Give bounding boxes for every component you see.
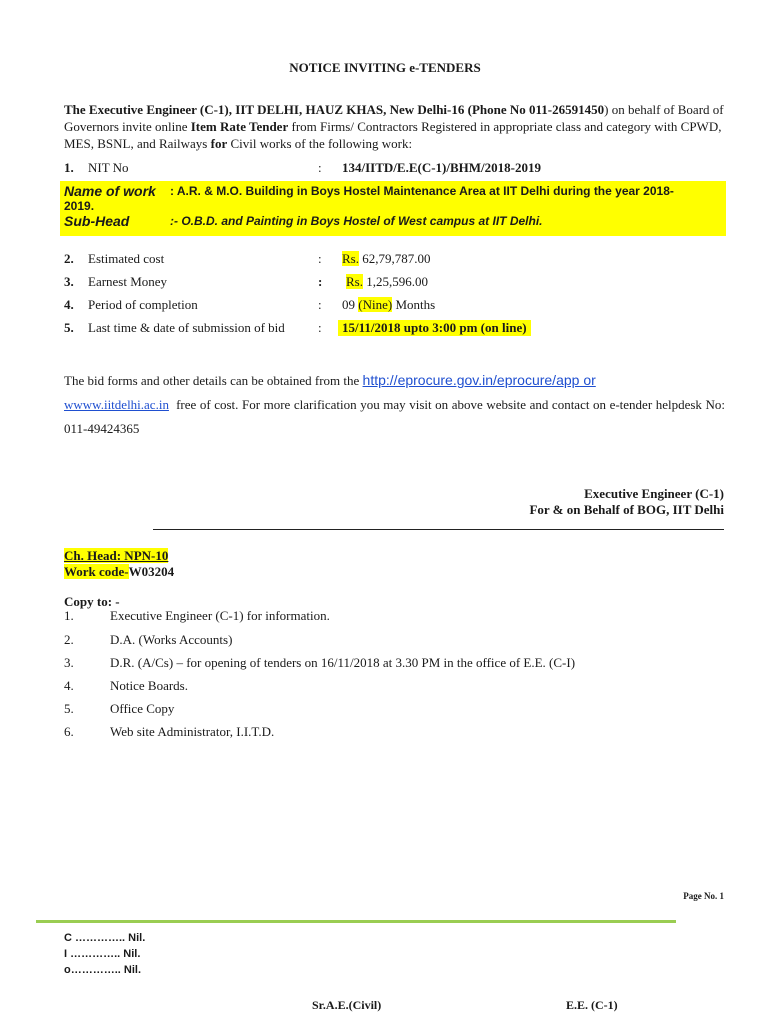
copy-item [64, 724, 724, 742]
footer-code-o: o………….. Nil. [64, 964, 141, 976]
period-words: (Nine) [358, 297, 393, 312]
copy-item-text: D.A. (Works Accounts) [110, 632, 233, 647]
copy-item [64, 655, 724, 673]
copy-to-label: Copy to: - [64, 594, 120, 609]
period-label: Period of completion [88, 297, 198, 312]
copy-item [64, 678, 724, 696]
submission-row [64, 320, 727, 338]
copy-item-number: 4. [64, 678, 74, 693]
intro-paragraph [64, 101, 727, 152]
copy-item-number: 3. [64, 655, 74, 670]
divider-line [153, 529, 724, 530]
copy-item [64, 701, 724, 719]
copy-item-number: 5. [64, 701, 74, 716]
earnest-money-label: Earnest Money [88, 274, 168, 289]
period-number: 4. [64, 297, 74, 312]
subhead-label: Sub-Head [64, 213, 130, 229]
footer-code-c: C ………….. Nil. [64, 932, 146, 944]
copy-item-number: 1. [64, 608, 74, 623]
footer-signature-sr-ae: Sr.A.E.(Civil) [312, 998, 382, 1012]
name-of-work-label: Name of work [64, 183, 156, 199]
estimated-cost-row [64, 251, 727, 269]
submission-colon: : [318, 320, 322, 335]
copy-item-number: 6. [64, 724, 74, 739]
charge-head: Ch. Head: NPN-10 [64, 548, 169, 563]
bid-details-paragraph [64, 368, 729, 441]
eprocure-link[interactable]: http://eprocure.gov.in/eprocure/app [362, 372, 580, 388]
estimated-cost-colon: : [318, 251, 322, 266]
estimated-cost-currency: Rs. [342, 251, 359, 266]
nit-value: 134/IITD/E.E(C-1)/BHM/2018-2019 [342, 160, 541, 175]
intro-for: for [210, 136, 228, 151]
intro-text-c: Civil works of the following work: [227, 136, 413, 151]
document-title: NOTICE INVITING e-TENDERS [289, 60, 481, 75]
intro-tender-type: Item Rate Tender [190, 119, 289, 134]
period-row [64, 297, 727, 315]
earnest-money-currency: Rs. [346, 274, 363, 289]
page-number: Page No. 1 [683, 891, 724, 901]
estimated-cost-value: 62,79,787.00 [358, 251, 431, 266]
copy-item-text: D.R. (A/Cs) – for opening of tenders on 16/11/2018 at 3.30 PM in the office of E.E. (C-I) [110, 655, 576, 670]
submission-label: Last time & date of submission of bid [88, 320, 285, 335]
copy-item-text: Web site Administrator, I.I.T.D. [110, 724, 275, 739]
name-of-work-text: : A.R. & M.O. Building in Boys Hostel Maintenance Area at IIT Delhi during the year 2018- [170, 184, 674, 198]
footer-signature-ee: E.E. (C-1) [566, 998, 618, 1012]
copy-item-text: Office Copy [110, 701, 175, 716]
nit-number: 1. [64, 160, 74, 175]
signature-block [529, 486, 724, 518]
signature-title: Executive Engineer (C-1) [584, 486, 724, 501]
earnest-money-row [64, 274, 727, 292]
copy-item-text: Executive Engineer (C-1) for information. [110, 608, 330, 623]
copy-item-number: 2. [64, 632, 74, 647]
bid-text-b: free of cost. For more clarification you may visit on above website and contact on e-tender helpdesk No: 011-49424365 [64, 397, 729, 436]
name-of-work-block [60, 181, 726, 236]
iitdelhi-link[interactable]: wwww.iitdelhi.ac.in [64, 397, 169, 412]
nit-label: NIT No [88, 160, 129, 175]
footer-rule [36, 920, 676, 923]
name-of-work-continued: 2019. [64, 199, 95, 213]
work-code-value: W03204 [128, 564, 175, 579]
footer-code-i: I ………….. Nil. [64, 948, 141, 960]
submission-number: 5. [64, 320, 74, 335]
earnest-money-value: 1,25,596.00 [362, 274, 428, 289]
copy-item [64, 608, 724, 626]
copy-item [64, 632, 724, 650]
subhead-text: :- O.B.D. and Painting in Boys Hostel of West campus at IIT Delhi. [170, 214, 543, 228]
submission-deadline: 15/11/2018 upto 3:00 pm (on line) [338, 320, 531, 336]
copy-item-text: Notice Boards. [110, 678, 188, 693]
estimated-cost-number: 2. [64, 251, 74, 266]
earnest-money-colon: : [318, 274, 323, 289]
signature-behalf: For & on Behalf of BOG, IIT Delhi [529, 502, 724, 517]
period-unit: Months [392, 297, 436, 312]
period-colon: : [318, 297, 322, 312]
work-code-label: Work code- [64, 564, 129, 579]
or-text: or [579, 372, 596, 388]
earnest-money-number: 3. [64, 274, 74, 289]
intro-text-b: from Firms/ Contractors Registered in appropriate class and category with CPWD, MES, BSNL, and Railways [64, 119, 722, 151]
intro-text-a: ) on behalf of Board of Governors invite online [64, 102, 724, 134]
intro-issuer: The Executive Engineer (C-1), IIT DELHI, HAUZ KHAS, New Delhi-16 (Phone No 011-26591450 [64, 102, 605, 117]
bid-text-a: The bid forms and other details can be obtained from the [64, 373, 363, 388]
nit-colon: : [318, 160, 322, 175]
period-prefix: 09 [342, 297, 359, 312]
nit-row [64, 160, 727, 178]
charge-head-block [64, 548, 174, 580]
estimated-cost-label: Estimated cost [88, 251, 165, 266]
